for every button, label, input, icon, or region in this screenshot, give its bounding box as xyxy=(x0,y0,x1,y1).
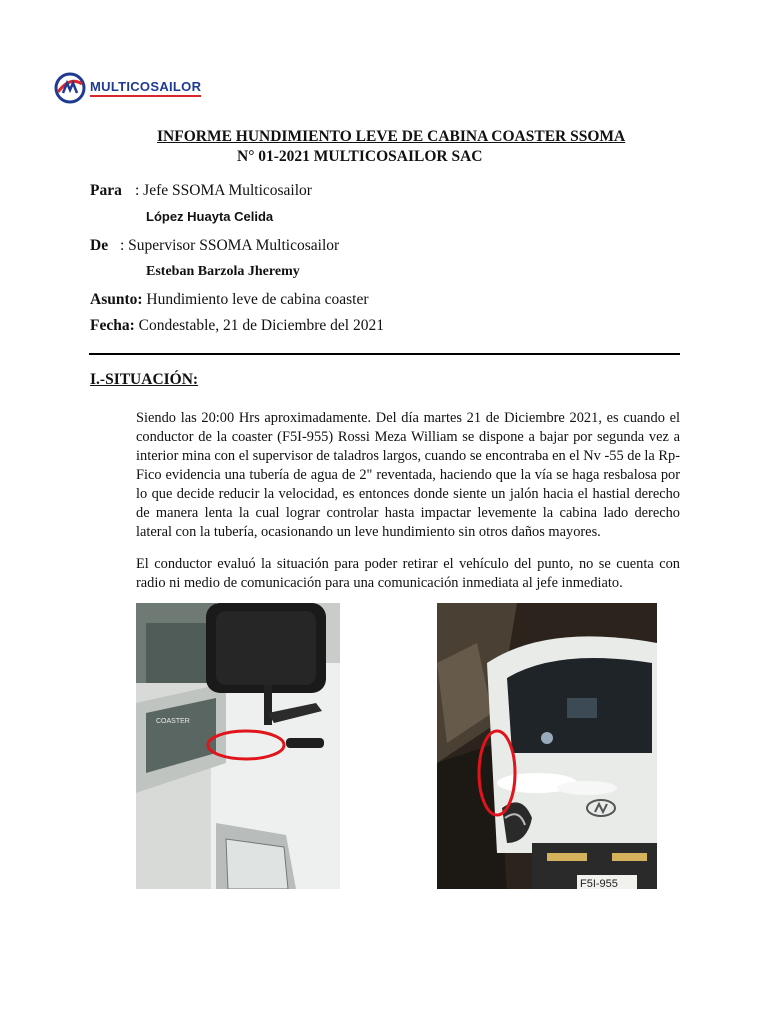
field-de-value: : Supervisor SSOMA Multicosailor xyxy=(120,237,340,254)
field-fecha xyxy=(90,317,384,335)
field-para-value: : Jefe SSOMA Multicosailor xyxy=(135,182,312,199)
field-fecha-label: Fecha: xyxy=(90,317,135,334)
field-asunto xyxy=(90,291,369,309)
photo-coaster-front-tunnel xyxy=(437,603,657,889)
field-fecha-value: Condestable, 21 de Diciembre del 2021 xyxy=(134,317,384,334)
title-line-2: N° 01-2021 MULTICOSAILOR SAC xyxy=(237,148,483,165)
section-heading-situacion: I.-SITUACIÓN: xyxy=(90,371,199,388)
field-para-label: Para xyxy=(90,182,122,199)
para-name: López Huayta Celida xyxy=(146,209,274,224)
license-plate-text: F5I-955 xyxy=(580,878,618,889)
situacion-paragraph-2: El conductor evaluó la situación para poder retirar el vehículo del punto, no se cuenta con radio ni medio de comunicación para una comunicación inmediata al jefe inmediato. xyxy=(136,556,680,591)
header-divider xyxy=(89,353,680,355)
title-line-1: INFORME HUNDIMIENTO LEVE DE CABINA COASTER SSOMA xyxy=(157,128,626,145)
photo-cabin-dent-closeup xyxy=(136,603,340,889)
logo-text: MULTICOSAILOR xyxy=(90,80,201,97)
coaster-badge-text: COASTER xyxy=(156,718,190,725)
de-name: Esteban Barzola Jheremy xyxy=(146,264,300,279)
field-asunto-value: Hundimiento leve de cabina coaster xyxy=(142,291,369,308)
situacion-paragraph-1: Siendo las 20:00 Hrs aproximadamente. Del día martes 21 de Diciembre 2021, es cuando el conductor de la coaster (F5I-955) Rossi Meza William se dispone a bajar por segunda vez a interior mina con el supervisor de taladros largos, cuando se encontraba en el Nv -55 de la Rp-Fico evidencia una tubería de agua de 2" reventada, haciendo que la vía se haga resbalosa por lo que decide reducir la velocidad, es entonces donde siente un jalón hacia el hastial derecho de manera lenta la cual lograr controlar hasta impactar levemente la cabina lado derecho lateral con la tubería, ocasionando un leve hundimiento sin otros daños mayores. xyxy=(136,410,681,540)
company-logo xyxy=(54,72,201,104)
field-de xyxy=(90,237,339,255)
multicosailor-logo-icon xyxy=(54,72,86,104)
field-asunto-label: Asunto: xyxy=(90,291,143,308)
field-para xyxy=(90,182,312,200)
field-de-label: De xyxy=(90,237,109,254)
